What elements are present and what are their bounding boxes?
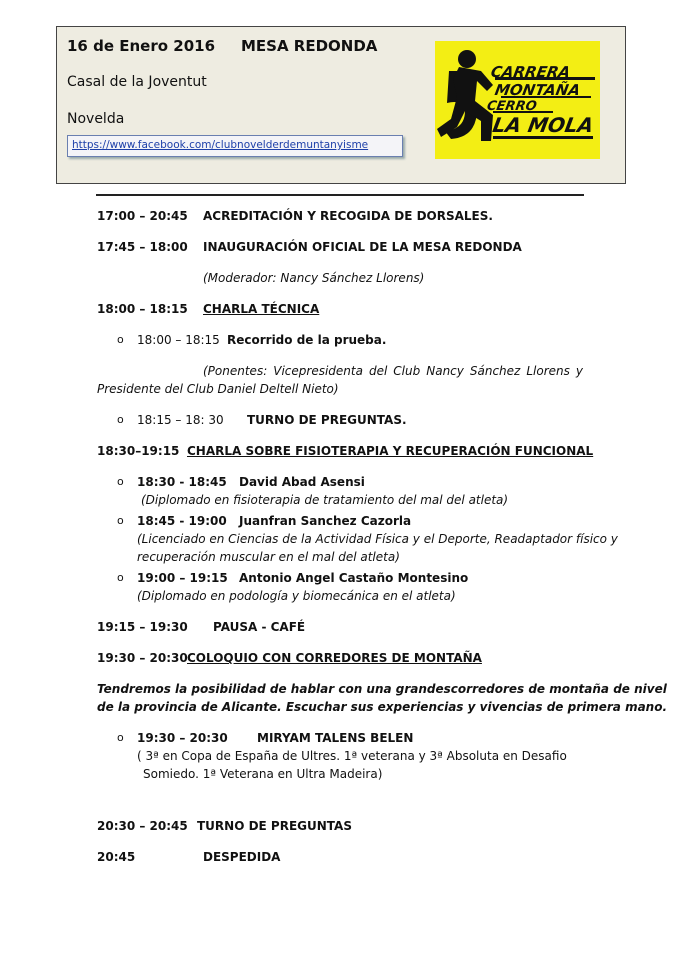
s5-title: PAUSA - CAFÉ [213, 620, 306, 634]
race-logo [435, 41, 600, 159]
logo-line1: CARRERA [489, 63, 572, 81]
s4-title: CHARLA SOBRE FISIOTERAPIA Y RECUPERACIÓN FUNCIONAL [187, 444, 594, 458]
s2-title: INAUGURACIÓN OFICIAL DE LA MESA REDONDA [203, 240, 522, 254]
s4-item2-desc2: recuperación muscular en el mal del atleta) [137, 550, 400, 564]
s3-item1-time: 18:00 – 18:15 [137, 333, 220, 347]
s6-para1: Tendremos la posibilidad de hablar con una grandescorredores de montaña de nivel [97, 682, 667, 696]
s3-item2-time: 18:15 – 18: 30 [137, 413, 224, 427]
s1-title: ACREDITACIÓN Y RECOGIDA DE DORSALES. [203, 209, 493, 223]
s7-time: 20:30 – 20:45 [97, 819, 188, 833]
bullet: o [117, 571, 124, 584]
s2-row [97, 239, 522, 255]
bullet: o [117, 514, 124, 527]
s6-row [97, 650, 482, 666]
bullet: o [117, 475, 124, 488]
s6-item1-time: 19:30 – 20:30 [137, 731, 228, 745]
event-title: MESA REDONDA [241, 37, 378, 55]
s6-time: 19:30 – 20:30 [97, 651, 188, 665]
s5-row [97, 619, 306, 635]
s4-item1-desc: (Diplomado en fisioterapia de tratamiento del mal del atleta) [141, 493, 509, 507]
s3-item1-title: Recorrido de la prueba. [227, 333, 387, 347]
s7-row [97, 818, 352, 834]
event-town: Novelda [67, 111, 125, 127]
s6-para2: de la provincia de Alicante. Escuchar sus experiencias y vivencias de primera mano. [97, 700, 668, 714]
s6-item1-desc1: ( 3ª en Copa de España de Ultres. 1ª veterana y 3ª Absoluta en Desafio [137, 749, 567, 763]
logo-line4: LA MOLA [490, 113, 596, 137]
s1-row [97, 208, 493, 224]
s6-item1-desc2: Somiedo. 1ª Veterana en Ultra Madeira) [143, 767, 383, 781]
s4-item2-time: 18:45 - 19:00 [137, 514, 227, 528]
s4-row [97, 443, 594, 459]
logo-line2: MONTAÑA [493, 81, 582, 99]
facebook-link[interactable]: https://www.facebook.com/clubnovelderdemuntanyisme [67, 135, 403, 157]
s8-time: 20:45 [97, 850, 136, 864]
s4-item1-time: 18:30 - 18:45 [137, 475, 227, 489]
s2-note: (Moderador: Nancy Sánchez Llorens) [203, 271, 425, 285]
bullet: o [117, 413, 124, 426]
s6-item1-name: MIRYAM TALENS BELEN [257, 731, 414, 745]
s4-time: 18:30–19:15 [97, 444, 180, 458]
s4-item3-time: 19:00 – 19:15 [137, 571, 228, 585]
s7-title: TURNO DE PREGUNTAS [197, 819, 352, 833]
event-date: 16 de Enero 2016 [67, 37, 216, 55]
s5-time: 19:15 – 19:30 [97, 620, 188, 634]
header-box [56, 26, 626, 184]
s4-item3-name: Antonio Angel Castaño Montesino [239, 571, 469, 585]
logo-line3: CERRO [485, 99, 538, 114]
s3-row [97, 301, 320, 317]
event-venue: Casal de la Joventut [67, 74, 207, 90]
s3-note-line1: (Ponentes: Vicepresidenta del Club Nancy Sánchez Llorens y [203, 364, 583, 378]
s3-time: 18:00 – 18:15 [97, 302, 188, 316]
s2-time: 17:45 – 18:00 [97, 240, 188, 254]
s4-item3-desc: (Diplomado en podología y biomecánica en el atleta) [137, 589, 456, 603]
s4-item1-name: David Abad Asensi [239, 475, 365, 489]
bullet: o [117, 333, 124, 346]
s8-row [97, 849, 281, 865]
divider [96, 194, 584, 196]
s3-note-line2: Presidente del Club Daniel Deltell Nieto) [97, 382, 339, 396]
s4-item2-name: Juanfran Sanchez Cazorla [239, 514, 412, 528]
s4-item2-desc1: (Licenciado en Ciencias de la Actividad Física y el Deporte, Readaptador físico y [137, 532, 618, 546]
s6-title: COLOQUIO CON CORREDORES DE MONTAÑA [187, 651, 482, 665]
s3-title: CHARLA TÉCNICA [203, 302, 320, 316]
s3-item2-title: TURNO DE PREGUNTAS. [247, 413, 407, 427]
bullet: o [117, 731, 124, 744]
s1-time: 17:00 – 20:45 [97, 209, 188, 223]
s8-title: DESPEDIDA [203, 850, 281, 864]
